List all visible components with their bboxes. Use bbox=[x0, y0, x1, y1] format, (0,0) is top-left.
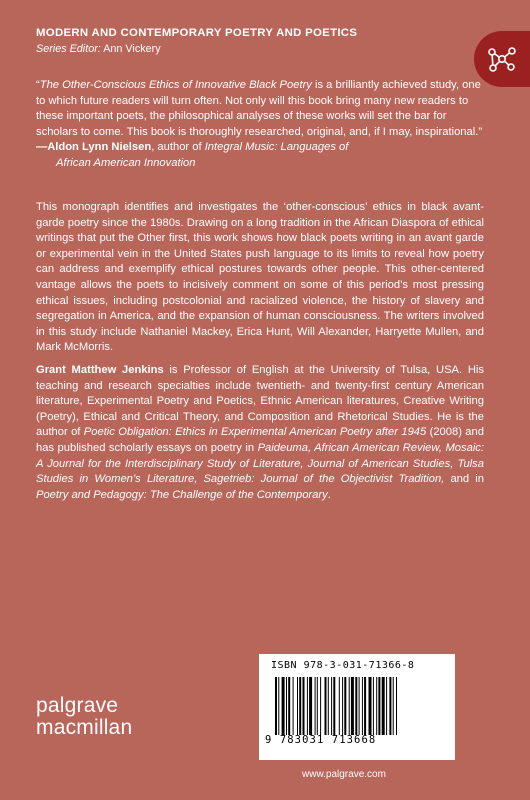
barcode-bar bbox=[299, 677, 301, 735]
barcode-bar bbox=[376, 677, 377, 735]
publisher-logo bbox=[36, 695, 132, 739]
barcode-box bbox=[259, 654, 455, 760]
barcode-bar bbox=[315, 677, 316, 735]
barcode-bar bbox=[293, 677, 294, 735]
barcode-bar bbox=[331, 677, 332, 735]
barcode-bar bbox=[344, 677, 346, 735]
barcode-bar bbox=[297, 677, 298, 735]
barcode-digits: 9 783031 713668 bbox=[265, 734, 377, 746]
isbn-label: ISBN 978-3-031-71366-8 bbox=[271, 660, 415, 671]
quote-attribution: —Aldon Lynn Nielsen, author of Integral Music: Languages of bbox=[36, 141, 349, 154]
series-title: MODERN AND CONTEMPORARY POETRY AND POETICS bbox=[36, 27, 358, 39]
series-header bbox=[36, 26, 476, 57]
barcode-bar bbox=[328, 677, 329, 735]
barcode-image bbox=[275, 677, 441, 735]
barcode-bar bbox=[349, 677, 350, 735]
quote-book-title: The Other-Conscious Ethics of Innovative Black Poetry bbox=[39, 79, 312, 91]
barcode-bar bbox=[393, 677, 394, 735]
barcode-bar bbox=[369, 677, 372, 735]
barcode-bar bbox=[359, 677, 360, 735]
barcode-bar bbox=[373, 677, 374, 735]
series-editor-label: Series Editor: bbox=[36, 43, 101, 55]
barcode-bar bbox=[288, 677, 290, 735]
quote-author: —Aldon Lynn Nielsen bbox=[36, 141, 152, 154]
barcode-bar bbox=[303, 677, 305, 735]
publisher-logo-line1: palgrave bbox=[36, 694, 119, 717]
barcode-bar bbox=[364, 677, 366, 735]
barcode-bar bbox=[325, 677, 327, 735]
barcode-bar bbox=[278, 677, 279, 735]
barcode-bar bbox=[286, 677, 287, 735]
barcode-bar bbox=[317, 677, 318, 735]
quote-attribution-line2: African American Innovation bbox=[56, 156, 196, 169]
series-editor-name: Ann Vickery bbox=[103, 43, 161, 55]
barcode-bar bbox=[355, 677, 357, 735]
barcode-bar bbox=[320, 677, 321, 735]
barcode-bar bbox=[378, 677, 380, 735]
barcode-bar bbox=[339, 677, 340, 735]
barcode-bar bbox=[389, 677, 391, 735]
barcode-bar bbox=[275, 677, 277, 735]
barcode-bar bbox=[386, 677, 387, 735]
barcode-bar bbox=[351, 677, 354, 735]
publisher-url[interactable]: www.palgrave.com bbox=[302, 769, 386, 780]
publisher-logo-line2: macmillan bbox=[36, 716, 133, 739]
barcode-bar bbox=[307, 677, 308, 735]
book-description: This monograph identifies and investigates the ‘other-conscious’ ethics in black avant-garde poetry since the 1980s. Drawing on a long tradition in the African Diaspora of ethical writings that put the Other first, this work shows how black poets writing in an avant garde or experimental vein in the United States push language to its limits to reveal how poetry can address and exemplify ethical postures towards other people. This other-centered vantage allows the poets to incisively comment on some of this period’s most pressing ethical issues, including postcolonial and racialized violence, the history of slavery and segregation in America, and the expansion of human consciousness. The writers involved in this study include Nathaniel Mackey, Erica Hunt, Will Alexander, Harryette Mullen, and Mark McMorris. bbox=[36, 201, 484, 354]
barcode-bar bbox=[382, 677, 385, 735]
author-bio: Grant Matthew Jenkins is Professor of English at the University of Tulsa, USA. His teaching and research specialties include twentieth- and twenty-first century American literature, Experimental Poetry and Poetics, Ethnic American literatures, Creative Writing (Poetry), Ethical and Critical Theory, and Composition and Rhetorical Studies. He is the author of Poetic Obligation: Ethics in Experimental American Poetry after 1945 (2008) and has published scholarly essays on poetry in Paideuma, African American Review, Mosaic: A Journal for the Interdisciplinary Study of Literature, Journal of American Studies, Tulsa Studies in Women’s Literature, Sagetrieb: Journal of the Objectivist Tradition, and in Poetry and Pedagogy: The Challenge of the Contemporary. bbox=[36, 364, 485, 501]
series-editor bbox=[36, 41, 476, 57]
endorsement-quote bbox=[36, 78, 484, 172]
barcode-bar bbox=[342, 677, 343, 735]
barcode-bar bbox=[333, 677, 335, 735]
author-name: Grant Matthew Jenkins bbox=[36, 364, 164, 376]
network-nodes-icon bbox=[487, 45, 517, 73]
barcode-bar bbox=[282, 677, 285, 735]
barcode-bar bbox=[396, 677, 397, 735]
quote-body: “The Other-Conscious Ethics of Innovative Black Poetry is a brilliantly achieved study, one to which future readers will turn often. Not only will this book bring many new readers to these important poets, the philosophical analyses of these works will set the bar for scholars to come. This book is thoroughly researched, original, and, if I may, inspirational.” bbox=[36, 79, 483, 138]
barcode-bar bbox=[362, 677, 363, 735]
barcode-bar bbox=[309, 677, 312, 735]
